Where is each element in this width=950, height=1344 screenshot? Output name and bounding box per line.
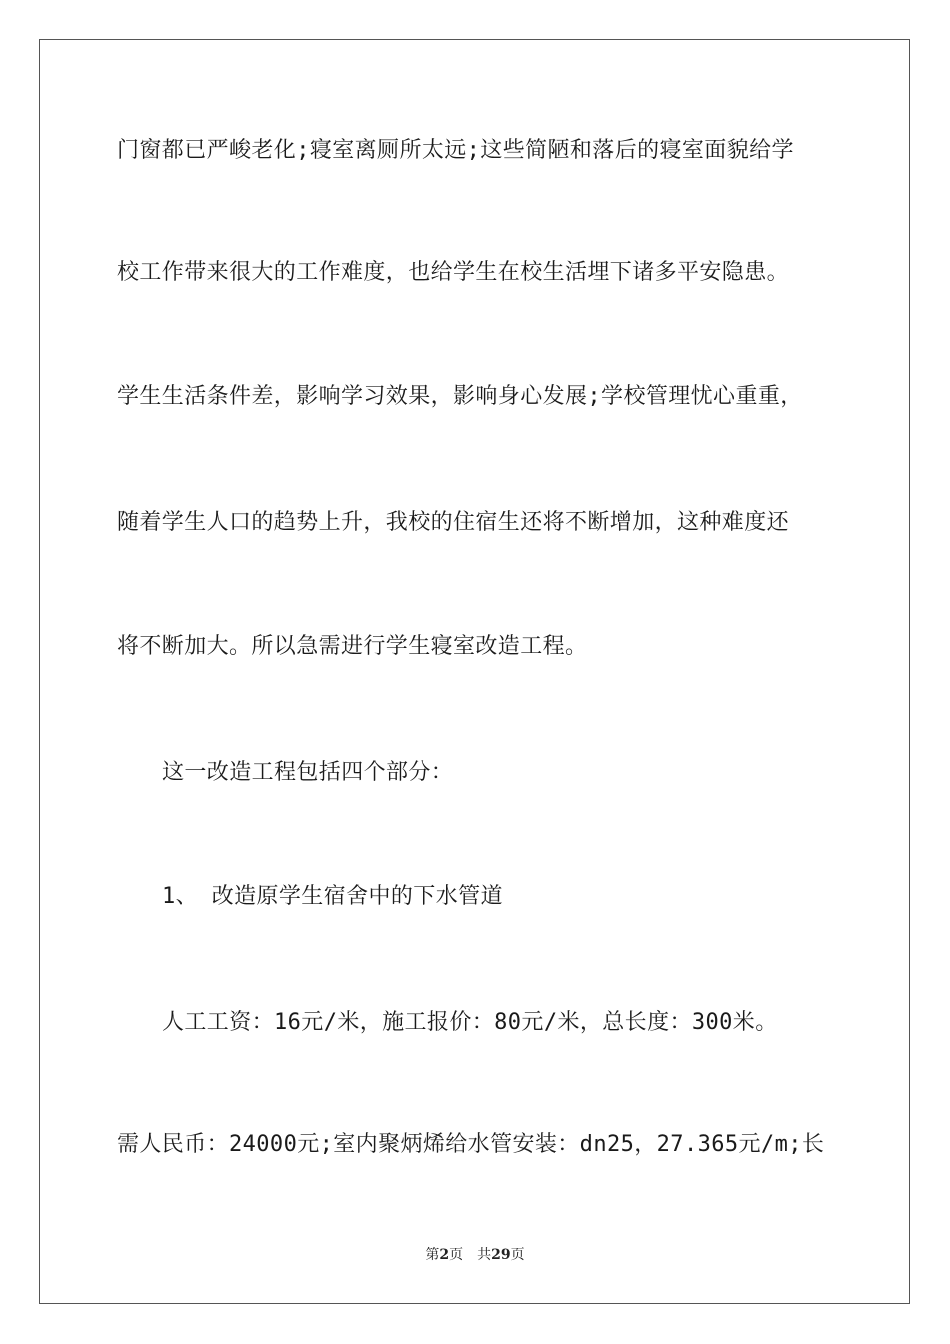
body-line-2: 校工作带来很大的工作难度，也给学生在校生活埋下诸多平安隐患。 (117, 260, 790, 285)
page-suffix: 页 (449, 1247, 464, 1263)
page-number: 2 (439, 1247, 450, 1263)
body-line-5: 将不断加大。所以急需进行学生寝室改造工程。 (117, 634, 588, 659)
body-line-8: 人工工资：16元/米，施工报价：80元/米，总长度：300米。 (162, 1010, 778, 1035)
total-prefix: 共 (477, 1247, 492, 1263)
body-line-4: 随着学生人口的趋势上升，我校的住宿生还将不断增加，这种难度还 (117, 510, 790, 535)
body-line-6: 这一改造工程包括四个部分： (162, 760, 454, 785)
page-footer (0, 1246, 950, 1264)
body-line-1: 门窗都已严峻老化;寝室离厕所太远;这些简陋和落后的寝室面貌给学 (117, 138, 794, 163)
list-item-heading: 1、 改造原学生宿舍中的下水管道 (162, 884, 503, 909)
body-line-3: 学生生活条件差，影响学习效果，影响身心发展;学校管理忧心重重， (117, 384, 803, 409)
total-suffix: 页 (510, 1247, 525, 1263)
body-line-9: 需人民币：24000元;室内聚炳烯给水管安装：dn25，27.365元/m;长 (117, 1132, 825, 1157)
page-prefix: 第 (425, 1247, 440, 1263)
total-pages: 29 (491, 1247, 511, 1263)
page-border (39, 39, 910, 1304)
